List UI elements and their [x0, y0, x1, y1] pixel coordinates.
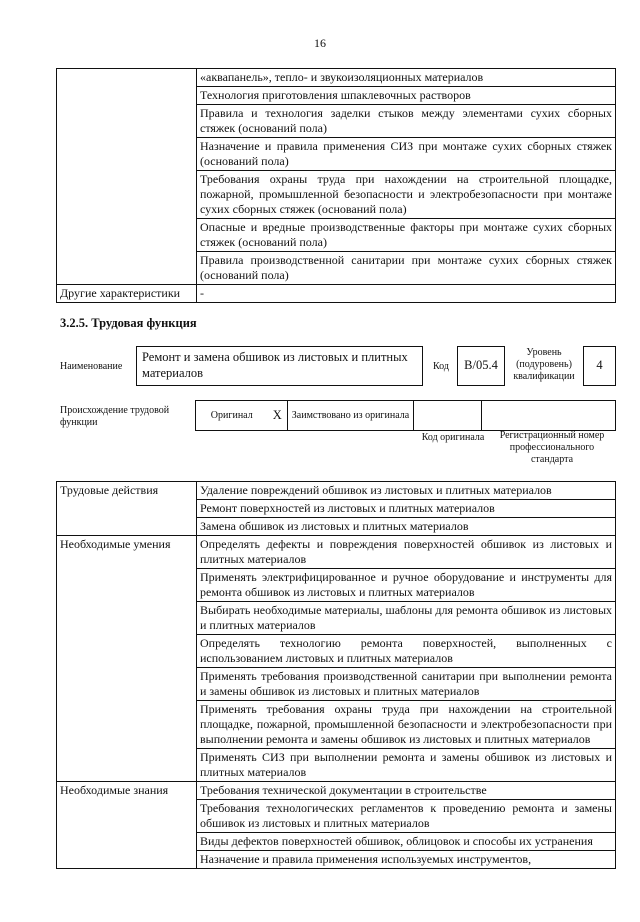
reg-caption: Регистрационный номер профессионального стандарта — [499, 430, 605, 465]
code-caption: Код оригинала — [421, 432, 485, 443]
row-item: «аквапанель», тепло- и звукоизоляционных материалов — [197, 69, 616, 87]
table-row — [57, 69, 616, 87]
row-item: Требования технологических регламентов к проведению ремонта и замены обшивок из листовых и плитных материалов — [197, 800, 616, 833]
labor-function-table — [56, 481, 616, 869]
origin-reg-cell — [482, 401, 616, 431]
origin-original-mark: X — [268, 401, 288, 431]
page-number: 16 — [314, 36, 326, 50]
origin-borrowed: Заимствовано из оригинала — [288, 401, 414, 431]
row-item: Опасные и вредные производственные факторы при монтаже сухих сборных стяжек (оснований пола) — [197, 219, 616, 252]
row-label — [57, 69, 197, 285]
level-label: Уровень (подуровень) квалификации — [513, 347, 575, 382]
origin-label: Происхождение трудовой функции — [60, 405, 170, 428]
table-row — [57, 285, 616, 303]
section-title: 3.2.5. Трудовая функция — [60, 316, 197, 330]
level-box — [583, 346, 616, 386]
row-item: Назначение и правила применения используемых инструментов, — [197, 851, 616, 869]
row-item: Назначение и правила применения СИЗ при монтаже сухих сборных стяжек (оснований пола) — [197, 138, 616, 171]
row-label: Необходимые знания — [57, 782, 197, 869]
row-item: Применять требования производственной санитарии при выполнении ремонта и замены обшивок из листовых и плитных материалов — [197, 668, 616, 701]
row-item: Выбирать необходимые материалы, шаблоны для ремонта обшивок из листовых и плитных материалов — [197, 602, 616, 635]
name-label: Наименование — [60, 361, 123, 372]
code-value: В/05.4 — [464, 358, 498, 372]
row-item: Замена обшивок из листовых и плитных материалов — [197, 518, 616, 536]
top-requirements-table — [56, 68, 616, 303]
row-item: Виды дефектов поверхностей обшивок, облицовок и способы их устранения — [197, 833, 616, 851]
code-label: Код — [433, 361, 449, 372]
row-label: Другие характеристики — [57, 285, 197, 303]
row-item: Требования охраны труда при нахождении на строительной площадке, пожарной, промышленной безопасности и электробезопасности при монтаже сухих сборных стяжек (оснований пола) — [197, 171, 616, 219]
origin-original: Оригинал — [196, 401, 268, 431]
function-name-box — [136, 346, 423, 386]
row-item: Определять технологию ремонта поверхностей, выполненных с использованием листовых и плитных материалов — [197, 635, 616, 668]
row-item: Требования технической документации в строительстве — [197, 782, 616, 800]
table-row — [57, 782, 616, 800]
row-item: Правила и технология заделки стыков между элементами сухих сборных стяжек (оснований пола) — [197, 105, 616, 138]
level-value: 4 — [596, 358, 603, 372]
table-row — [57, 482, 616, 500]
row-item: Применять электрифицированное и ручное оборудование и инструменты для ремонта обшивок из листовых и плитных материалов — [197, 569, 616, 602]
row-item: Применять СИЗ при выполнении ремонта и замены обшивок из листовых и плитных материалов — [197, 749, 616, 782]
row-item: Определять дефекты и повреждения поверхностей обшивок из листовых и плитных материалов — [197, 536, 616, 569]
function-name: Ремонт и замена обшивок из листовых и плитных материалов — [142, 350, 408, 380]
row-label: Трудовые действия — [57, 482, 197, 536]
row-item: - — [197, 285, 616, 303]
row-item: Правила производственной санитарии при монтаже сухих сборных стяжек (оснований пола) — [197, 252, 616, 285]
row-item: Технология приготовления шпаклевочных растворов — [197, 87, 616, 105]
code-box — [457, 346, 505, 386]
origin-table — [195, 400, 616, 431]
table-row — [57, 536, 616, 569]
origin-code-cell — [414, 401, 482, 431]
row-item: Применять требования охраны труда при нахождении на строительной площадке, пожарной, промышленной безопасности и электробезопасности при выполнении ремонта и замены обшивок из листовых и плитных материалов — [197, 701, 616, 749]
row-label: Необходимые умения — [57, 536, 197, 782]
row-item: Ремонт поверхностей из листовых и плитных материалов — [197, 500, 616, 518]
row-item: Удаление повреждений обшивок из листовых и плитных материалов — [197, 482, 616, 500]
